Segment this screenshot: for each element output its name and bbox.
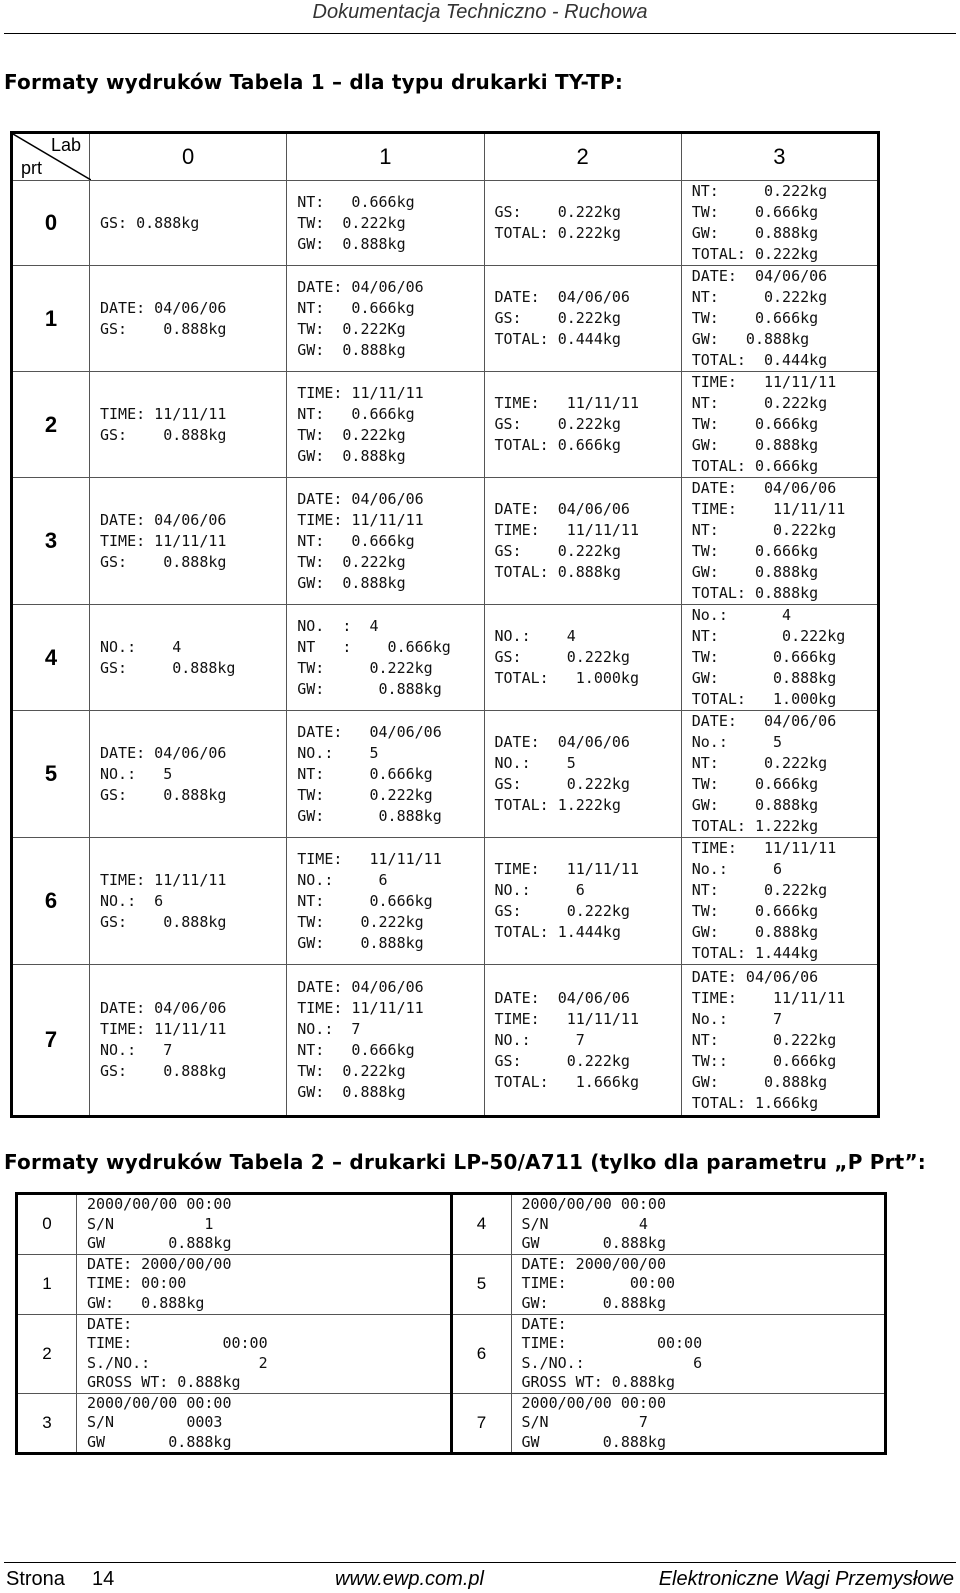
printout-line: TOTAL: 0.888kg [494, 563, 621, 581]
printout-line: GROSS WT: 0.888kg [521, 1373, 676, 1391]
format-cell [681, 266, 878, 372]
format-cell [484, 711, 681, 838]
printout-line: TW:: 0.666kg [691, 1051, 837, 1070]
printout-line: DATE: 04/06/06 [297, 489, 424, 508]
format-cell [90, 266, 287, 372]
printout-line: NO.: 7 [100, 1041, 173, 1059]
format-cell [511, 1314, 886, 1393]
header-rule [4, 33, 956, 34]
printout-line: TIME: 00:00 [521, 1274, 676, 1293]
printout-line: TW: 0.666kg [691, 415, 819, 433]
printout-line: GW 0.888kg [87, 1234, 232, 1252]
printout-line: TIME: 11/11/11 [297, 849, 442, 868]
format-index: 4 [451, 1194, 511, 1255]
printout-line: GW: 0.888kg [691, 436, 819, 454]
corner-lab-label: Lab [50, 135, 81, 155]
format-cell [287, 181, 484, 266]
footer-rule [4, 1562, 956, 1563]
footer-url: www.ewp.com.pl [335, 1568, 484, 1590]
format-cell [681, 372, 878, 478]
printout-line: GW: 0.888kg [297, 340, 406, 359]
format-cell [287, 372, 484, 478]
printout-line: TOTAL: 1.222kg [691, 817, 819, 835]
printout-line: TIME: 00:00 [521, 1334, 703, 1352]
row-header-prt: 1 [12, 266, 90, 372]
printout-line: TIME: 11/11/11 [100, 531, 227, 550]
printout-line: TOTAL: 1.000kg [494, 669, 639, 687]
printout-line: TW: 0.222kg [297, 785, 433, 804]
printout-line: NT: 0.222kg [691, 881, 828, 899]
printout-line: TW: 0.666kg [691, 309, 819, 327]
printout-line: GS: 0.888kg [100, 319, 227, 338]
printout-line: NO.: 5 [494, 754, 576, 772]
printout-line: TOTAL: 0.222kg [494, 224, 621, 242]
format-cell [484, 478, 681, 605]
printout-line: GW: 0.888kg [691, 563, 819, 581]
printout-line: NT: 0.222kg [691, 394, 828, 412]
printout-line: GS: 0.222kg [494, 902, 630, 920]
format-cell [287, 711, 484, 838]
table2-row [17, 1194, 886, 1255]
printout-line: TIME: 00:00 [87, 1334, 268, 1352]
printout-line: TOTAL: 1.222kg [494, 796, 621, 814]
printout-line: TW: 0.222kg [297, 425, 406, 444]
format-index: 5 [451, 1254, 511, 1314]
printout-line: GS: 0.888kg [100, 912, 227, 931]
column-header-lab: 3 [681, 133, 878, 181]
printout-line: TIME: 00:00 [87, 1274, 187, 1293]
printout-line: NO.: 5 [297, 743, 379, 762]
printout-line: S./NO.: 6 [521, 1353, 703, 1372]
printout-line: TIME: 11/11/11 [691, 500, 846, 518]
printout-line: GW: 0.888kg [297, 573, 406, 592]
printout-line: TIME: 11/11/11 [297, 383, 424, 402]
printout-line: TOTAL: 0.666kg [494, 436, 621, 454]
table1-row [12, 181, 879, 266]
format-cell [77, 1254, 452, 1314]
format-cell [90, 605, 287, 711]
printout-line: GW: 0.888kg [691, 923, 819, 941]
row-header-prt: 4 [12, 605, 90, 711]
printout-line: S/N 4 [521, 1214, 648, 1233]
format-cell [287, 605, 484, 711]
column-header-lab: 2 [484, 133, 681, 181]
row-header-prt: 6 [12, 838, 90, 965]
format-cell [484, 372, 681, 478]
printout-line: TIME: 11/11/11 [100, 1020, 227, 1038]
printout-line: NO.: 7 [297, 1020, 361, 1038]
row-header-prt: 5 [12, 711, 90, 838]
printout-line: GW: 0.888kg [691, 669, 837, 687]
printout-line: 2000/00/00 00:00 [521, 1393, 666, 1412]
footer-page-number: 14 [92, 1568, 115, 1590]
printout-line: GS: 0.222kg [494, 648, 630, 666]
printout-line: NO. : 4 [297, 616, 379, 635]
format-cell [90, 181, 287, 266]
row-header-prt: 7 [12, 965, 90, 1117]
printout-line: NT: 0.666kg [297, 192, 415, 211]
table2-row [17, 1314, 886, 1393]
printout-line: DATE: 04/06/06 [297, 722, 442, 741]
printout-line: TOTAL: 1.444kg [494, 923, 621, 941]
footer-company: Elektroniczne Wagi Przemysłowe [658, 1568, 954, 1590]
printout-line: GW 0.888kg [87, 1432, 232, 1451]
format-cell [90, 711, 287, 838]
printout-line: GW: 0.888kg [691, 1072, 828, 1091]
printout-line: DATE: 04/06/06 [100, 999, 227, 1017]
format-cell [287, 838, 484, 965]
format-cell [681, 605, 878, 711]
printout-line: DATE: 04/06/06 [494, 988, 630, 1007]
format-cell [77, 1393, 452, 1454]
printout-line: DATE: 04/06/06 [297, 277, 424, 296]
printout-line: TW: 0.222kg [297, 213, 406, 232]
printout-line: NT: 0.666kg [297, 1041, 415, 1059]
printout-line: TW: 0.222Kg [297, 319, 406, 338]
printout-line: TOTAL: 0.888kg [691, 584, 819, 602]
printout-line: GROSS WT: 0.888kg [87, 1373, 241, 1391]
printout-line: NT: 0.222kg [691, 182, 828, 200]
corner-prt-label: prt [21, 158, 43, 178]
format-cell [287, 965, 484, 1117]
format-cell [484, 838, 681, 965]
printout-line: No.: 4 [691, 606, 792, 624]
printout-line: TW: 0.666kg [691, 542, 819, 560]
printout-line: GW: 0.888kg [691, 796, 819, 814]
table1-row [12, 711, 879, 838]
format-index: 0 [17, 1194, 77, 1255]
printout-line: TIME: 11/11/11 [100, 404, 227, 423]
format-index: 2 [17, 1314, 77, 1393]
printout-line: NO.: 4 [494, 627, 576, 645]
format-cell [287, 478, 484, 605]
printout-line: DATE: 04/06/06 [691, 967, 819, 986]
printout-line: TOTAL: 0.222kg [691, 245, 819, 263]
printout-line: TIME: 11/11/11 [494, 1009, 639, 1028]
printout-line: NT: 0.666kg [297, 891, 433, 910]
print-format-table-1 [10, 131, 880, 1118]
printout-line: 2000/00/00 00:00 [87, 1393, 232, 1412]
printout-line: GS: 0.222kg [494, 542, 621, 560]
printout-line: GW: 0.888kg [297, 446, 406, 465]
format-cell [681, 838, 878, 965]
printout-line: No.: 5 [691, 733, 783, 751]
printout-line: GW 0.888kg [521, 1234, 666, 1252]
printout-line: GW: 0.888kg [297, 933, 424, 952]
format-cell [511, 1194, 886, 1255]
table1-row [12, 372, 879, 478]
printout-line: NT: 0.222kg [691, 1030, 837, 1049]
printout-line: TW: 0.666kg [691, 902, 819, 920]
printout-line: DATE: [521, 1314, 567, 1333]
printout-line: TW: 0.222kg [297, 658, 433, 677]
printout-line: NT : 0.666kg [297, 637, 451, 656]
format-cell [287, 266, 484, 372]
printout-line: TW: 0.222kg [297, 552, 406, 571]
printout-line: DATE: 04/06/06 [100, 743, 227, 762]
printout-line: TIME: 11/11/11 [494, 394, 639, 412]
printout-line: No.: 6 [691, 860, 783, 878]
format-cell [90, 838, 287, 965]
printout-line: NT: 0.666kg [297, 404, 415, 423]
printout-line: GW: 0.888kg [691, 224, 819, 242]
table1-header-row [12, 133, 879, 181]
format-cell [681, 181, 878, 266]
format-cell [90, 965, 287, 1117]
printout-line: GS: 0.888kg [100, 425, 227, 444]
row-header-prt: 3 [12, 478, 90, 605]
format-cell [77, 1314, 452, 1393]
table1-body [12, 181, 879, 1117]
printout-line: TOTAL: 0.444kg [691, 351, 828, 369]
printout-line: NT: 0.222kg [691, 627, 846, 645]
printout-line: TW: 0.666kg [691, 648, 837, 666]
printout-line: DATE: 04/06/06 [297, 978, 424, 996]
printout-line: 2000/00/00 00:00 [521, 1195, 666, 1213]
printout-line: GS: 0.222kg [494, 309, 621, 327]
printout-line: DATE: [87, 1314, 133, 1333]
section-title-table1: Formaty wydruków Tabela 1 – dla typu drukarki TY-TP: [4, 70, 624, 94]
table1-corner-cell [12, 133, 90, 181]
format-index: 3 [17, 1393, 77, 1454]
table1-row [12, 478, 879, 605]
printout-line: GS: 0.888kg [100, 552, 227, 571]
printout-line: GW: 0.888kg [691, 330, 810, 348]
format-cell [511, 1393, 886, 1454]
format-cell [681, 711, 878, 838]
printout-line: GW: 0.888kg [297, 679, 442, 698]
printout-line: TOTAL: 1.666kg [494, 1072, 639, 1091]
printout-line: NT: 0.666kg [297, 298, 415, 317]
printout-line: DATE: 04/06/06 [494, 500, 630, 518]
table1-row [12, 266, 879, 372]
printout-line: NO.: 5 [100, 764, 173, 783]
printout-line: GS: 0.222kg [494, 203, 621, 221]
printout-line: TW: 0.666kg [691, 203, 819, 221]
printout-line: TOTAL: 0.444kg [494, 330, 621, 348]
section-title-table2: Formaty wydruków Tabela 2 – drukarki LP-50/A711 (tylko dla parametru „P Prt”: [4, 1150, 926, 1174]
printout-line: NT: 0.222kg [691, 521, 837, 539]
printout-line: S/N 7 [521, 1413, 648, 1431]
format-cell [90, 372, 287, 478]
printout-line: GS: 0.222kg [494, 1051, 630, 1070]
printout-line: GS: 0.888kg [100, 785, 227, 804]
format-cell [484, 605, 681, 711]
format-index: 6 [451, 1314, 511, 1393]
printout-line: TIME: 11/11/11 [691, 839, 837, 857]
printout-line: TIME: 11/11/11 [494, 521, 639, 539]
printout-line: GS: 0.222kg [494, 775, 630, 793]
column-header-lab: 1 [287, 133, 484, 181]
printout-line: DATE: 04/06/06 [691, 712, 837, 730]
printout-line: TW: 0.222kg [297, 1062, 406, 1080]
format-cell [484, 181, 681, 266]
printout-line: GW: 0.888kg [87, 1293, 205, 1312]
table2-row [17, 1254, 886, 1314]
printout-line: TIME: 11/11/11 [691, 988, 846, 1007]
printout-line: TOTAL: 0.666kg [691, 457, 819, 475]
printout-line: DATE: 04/06/06 [691, 267, 828, 285]
printout-line: TOTAL: 1.000kg [691, 690, 837, 708]
format-cell [511, 1254, 886, 1314]
printout-line: NO.: 6 [100, 891, 164, 910]
printout-line: DATE: 2000/00/00 [521, 1254, 666, 1273]
printout-line: NT: 0.222kg [691, 754, 828, 772]
format-cell [484, 965, 681, 1117]
printout-line: NT: 0.222kg [691, 288, 828, 306]
format-cell [681, 965, 878, 1117]
printout-line: S./NO.: 2 [87, 1353, 268, 1372]
printout-line: S/N 0003 [87, 1413, 223, 1431]
printout-line: NO.: 6 [494, 881, 585, 899]
format-cell [681, 478, 878, 605]
printout-line: GW: 0.888kg [297, 806, 442, 825]
printout-line: TIME: 11/11/11 [297, 510, 424, 529]
printout-line: GW: 0.888kg [521, 1293, 666, 1312]
printout-line: TW: 0.666kg [691, 775, 819, 793]
printout-line: DATE: 04/06/06 [100, 298, 227, 317]
printout-line: No.: 7 [691, 1009, 783, 1028]
printout-line: TIME: 11/11/11 [100, 870, 227, 889]
printout-line: DATE: 04/06/06 [691, 479, 837, 497]
printout-line: GS: 0.888kg [100, 1062, 227, 1080]
format-index: 1 [17, 1254, 77, 1314]
row-header-prt: 2 [12, 372, 90, 478]
printout-line: NT: 0.666kg [297, 531, 415, 550]
printout-line: GS: 0.222kg [494, 415, 621, 433]
table1-row [12, 838, 879, 965]
printout-line: NT: 0.666kg [297, 764, 433, 783]
printout-line: GW: 0.888kg [297, 234, 406, 253]
printout-line: GS: 0.888kg [100, 213, 200, 232]
format-index: 7 [451, 1393, 511, 1454]
printout-line: NO.: 6 [297, 870, 388, 889]
table2-row [17, 1393, 886, 1454]
printout-line: TIME: 11/11/11 [691, 373, 837, 391]
print-format-table-2 [15, 1192, 887, 1455]
printout-line: DATE: 2000/00/00 [87, 1254, 232, 1273]
printout-line: GS: 0.888kg [100, 658, 236, 677]
printout-line: TW: 0.222kg [297, 912, 424, 931]
table1-row [12, 965, 879, 1117]
printout-line: GW 0.888kg [521, 1432, 666, 1451]
printout-line: 2000/00/00 00:00 [87, 1195, 232, 1213]
running-header: Dokumentacja Techniczno - Ruchowa [312, 1, 648, 23]
format-cell [77, 1194, 452, 1255]
printout-line: DATE: 04/06/06 [100, 510, 227, 529]
table1-row [12, 605, 879, 711]
printout-line: TOTAL: 1.666kg [691, 1093, 819, 1112]
printout-line: TIME: 11/11/11 [494, 860, 639, 878]
footer-page-label: Strona [6, 1568, 65, 1590]
printout-line: DATE: 04/06/06 [494, 733, 630, 751]
printout-line: TOTAL: 1.444kg [691, 944, 819, 962]
printout-line: DATE: 04/06/06 [494, 288, 630, 306]
column-header-lab: 0 [90, 133, 287, 181]
format-cell [90, 478, 287, 605]
table2-body [17, 1194, 886, 1454]
printout-line: NO.: 7 [494, 1030, 585, 1049]
format-cell [484, 266, 681, 372]
printout-line: GW: 0.888kg [297, 1083, 406, 1101]
printout-line: S/N 1 [87, 1214, 214, 1233]
printout-line: NO.: 4 [100, 637, 182, 656]
printout-line: TIME: 11/11/11 [297, 999, 424, 1017]
row-header-prt: 0 [12, 181, 90, 266]
